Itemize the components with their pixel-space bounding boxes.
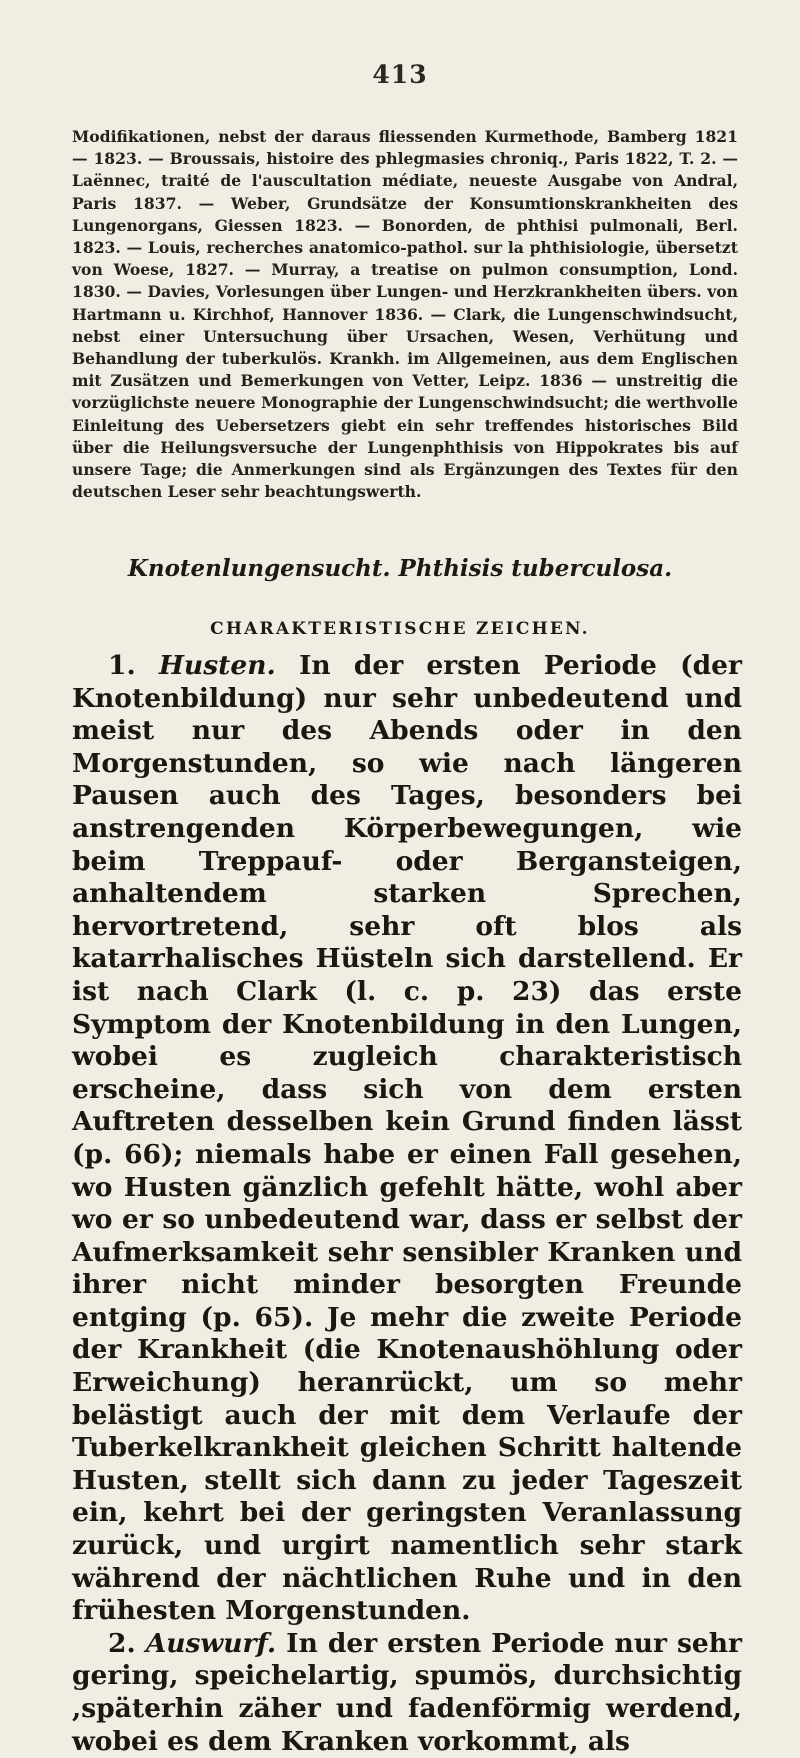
- body-text: [72, 650, 742, 1758]
- paragraph-number: 1.: [108, 650, 136, 681]
- paragraph-text: In der ersten Periode (der Knotenbildung) nur sehr unbedeutend und meist nur des Abends oder in den Morgenstunden, so wie nach längeren Pausen auch des Tages, besonders bei anstrengenden Körperbewegungen, wie beim Treppauf- oder Bergansteigen, anhaltendem starken Sprechen, hervortretend, sehr oft blos als katarrhalisches Hüsteln sich darstellend. Er ist nach Clark (l. c. p. 23) das erste Symptom der Knotenbildung in den Lungen, wobei es zugleich charakteristisch erscheine, dass sich von dem ersten Auftreten desselben kein Grund finden lässt (p. 66); niemals habe er einen Fall gesehen, wo Husten gänzlich gefehlt hätte, wohl aber wo er so unbedeutend war, dass er selbst der Aufmerksamkeit sehr sensibler Kranken und ihrer nicht minder besorgten Freunde entging (p. 65). Je mehr die zweite Periode der Krankheit (die Knotenaushöhlung oder Erweichung) heranrückt, um so mehr belästigt auch der mit dem Verlaufe der Tuberkelkrankheit gleichen Schritt haltende Husten, stellt sich dann zu jeder Tageszeit ein, kehrt bei der geringsten Veranlassung zurück, und urgirt namentlich sehr stark während der nächtlichen Ruhe und in den frühesten Morgenstunden.: [72, 650, 742, 1627]
- bibliography-paragraph: Modifikationen, nebst der daraus fliessenden Kurmethode, Bamberg 1821 — 1823. — Broussais, histoire des phlegmasies chroniq., Paris 1822, T. 2. — Laënnec, traité de l'auscultation médiate, neueste Ausgabe von Andral, Paris 1837. — Weber, Grundsätze der Konsumtionskrankheiten des Lungenorgans, Giessen 1823. — Bonorden, de phthisi pulmonali, Berl. 1823. — Louis, recherches anatomico-pathol. sur la phthisiologie, übersetzt von Woese, 1827. — Murray, a treatise on pulmon consumption, Lond. 1830. — Davies, Vorlesungen über Lungen- und Herzkrankheiten übers. von Hartmann u. Kirchhof, Hannover 1836. — Clark, die Lungenschwindsucht, nebst einer Untersuchung über Ursachen, Wesen, Verhütung und Behandlung der tuberkulös. Krankh. im Allgemeinen, aus dem Englischen mit Zusätzen und Bemerkungen von Vetter, Leipz. 1836 — unstreitig die vorzüglichste neuere Monographie der Lungenschwindsucht; die werthvolle Einleitung des Uebersetzers giebt ein sehr treffendes historisches Bild über die Heilungsversuche der Lungenphthisis von Hippokrates bis auf unsere Tage; die Anmerkungen sind als Ergänzungen des Textes für den deutschen Leser sehr beachtungswerth.: [72, 127, 738, 502]
- paragraph-term: Auswurf.: [145, 1627, 277, 1659]
- paragraph-expectoration: [72, 1628, 742, 1758]
- paragraph-term: Husten.: [158, 650, 276, 681]
- paragraph-cough: [72, 650, 742, 1628]
- section-subheading: CHARAKTERISTISCHE ZEICHEN.: [210, 619, 590, 639]
- section-title: Knotenlungensucht. Phthisis tuberculosa.: [127, 555, 673, 582]
- paragraph-number: 2.: [108, 1627, 136, 1659]
- paragraph-text: In der ersten Periode nur sehr gering, speichelartig, spumös, durchsichtig ,späterhin zäher und fadenförmig werdend, wobei es dem Kranken vorkommt, als: [72, 1627, 742, 1757]
- page-number: 413: [372, 60, 428, 89]
